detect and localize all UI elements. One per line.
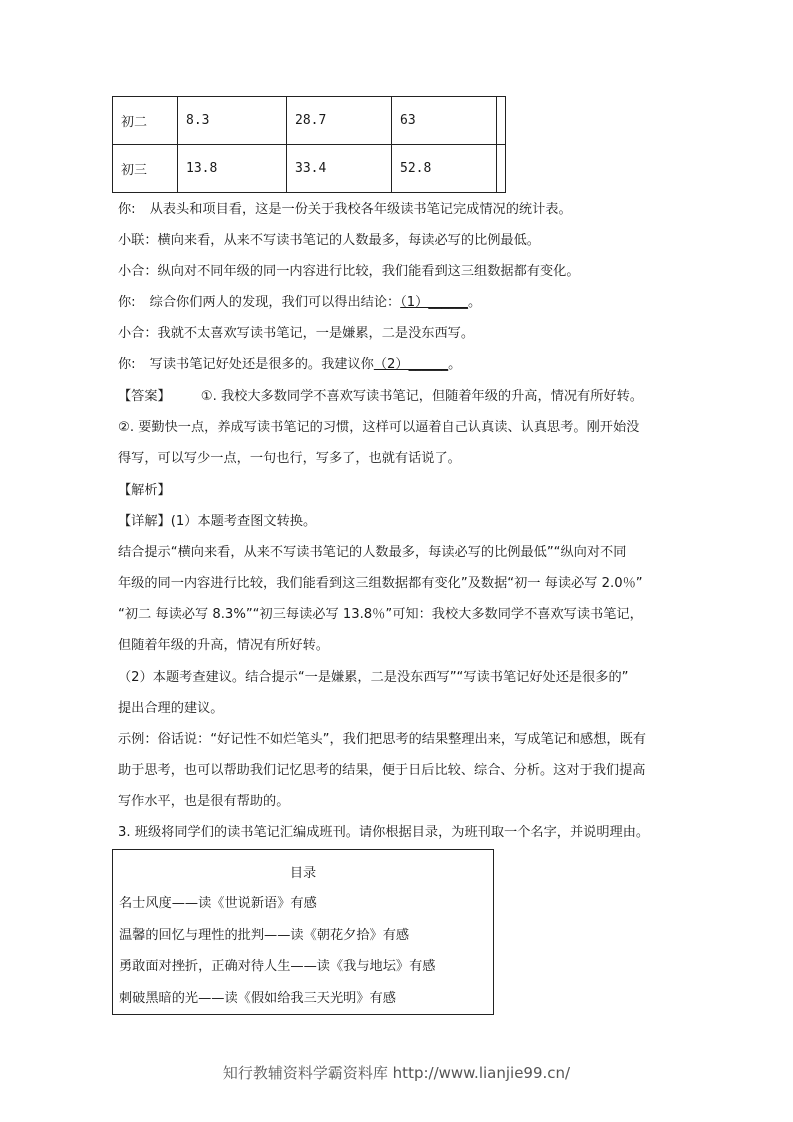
table-row (113, 145, 506, 193)
dialogue-line (118, 293, 678, 313)
speaker-label: 你: (118, 357, 136, 372)
dialogue-text: 从表头和项目看，这是一份关于我校各年级读书笔记完成情况的统计表。 (149, 202, 572, 217)
analysis-line: 写作水平，也是很有帮助的。 (118, 794, 290, 809)
speaker-label: 你: (118, 295, 136, 310)
dialogue-text: 。 (467, 295, 482, 310)
analysis-line: 但随着年级的升高，情况有所好转。 (118, 638, 329, 653)
answer-blank: （2）______ (373, 357, 449, 372)
answer-line: ②. 要勤快一点，养成写读书笔记的习惯，这样可以逼着自己认真读、认真思考。刚开始没 (118, 420, 640, 435)
dialogue-text: 综合你们两人的发现，我们可以得出结论： (149, 295, 401, 310)
dialogue-line: 小联：横向来看，从来不写读书笔记的人数最多，每读必写的比例最低。 (118, 233, 540, 248)
answer-blank: （1）______ (400, 295, 468, 310)
toc-item: 温馨的回忆与理性的批判——读《朝花夕拾》有感 (119, 928, 410, 943)
dialogue-line (118, 200, 678, 220)
dialogue-line: 小合：我就不太喜欢写读书笔记，一是嫌累，二是没东西写。 (118, 326, 475, 341)
table-cell: 33.4 (287, 145, 392, 193)
table-cell: 初三 (113, 145, 178, 193)
table-cell: 初二 (113, 97, 178, 145)
analysis-line: 年级的同一内容进行比较，我们能看到这三组数据都有变化”及数据“初一 每读必写 2.0％” (118, 576, 643, 591)
table-cell: 8.3 (178, 97, 287, 145)
table-cell: 13.8 (178, 145, 287, 193)
toc-box (112, 849, 494, 1015)
analysis-line: 助于思考，也可以帮助我们记忆思考的结果，便于日后比较、综合、分析。这对于我们提高 (118, 763, 646, 778)
toc-item: 名士风度——读《世说新语》有感 (119, 896, 317, 911)
dialogue-line (118, 355, 678, 375)
dialogue-text: 写读书笔记好处还是很多的。我建议你 (149, 357, 374, 372)
dialogue-line: 小合：纵向对不同年级的同一内容进行比较，我们能看到这三组数据都有变化。 (118, 264, 580, 279)
analysis-line: 提出合理的建议。 (118, 701, 224, 716)
analysis-line: 【详解】(1）本题考查图文转换。 (118, 514, 317, 529)
analysis-line: 结合提示“横向来看，从来不写读书笔记的人数最多，每读必写的比例最低”“纵向对不同 (118, 545, 627, 560)
table-cell: 52.8 (392, 145, 497, 193)
question-3: 3. 班级将同学们的读书笔记汇编成班刊。请你根据目录，为班刊取一个名字，并说明理由。 (118, 825, 650, 840)
reading-notes-stats-table (112, 96, 506, 193)
toc-item: 勇敢面对挫折，正确对待人生——读《我与地坛》有感 (119, 959, 436, 974)
analysis-line: 示例：俗话说：“好记性不如烂笔头”，我们把思考的结果整理出来，写成笔记和感想，既有 (118, 732, 646, 747)
answer-line: 得写，可以写少一点，一句也行，写多了，也就有话说了。 (118, 451, 461, 466)
table-cell: 63 (392, 97, 497, 145)
analysis-label: 【解析】 (118, 483, 171, 498)
table-cell (497, 97, 506, 145)
table-cell: 28.7 (287, 97, 392, 145)
table-cell (497, 145, 506, 193)
analysis-line: （2）本题考查建议。结合提示“一是嫌累，二是没东西写”“写读书笔记好处还是很多的” (118, 670, 629, 685)
answer-text: ①. 我校大多数同学不喜欢写读书笔记，但随着年级的升高，情况有所好转。 (200, 389, 643, 404)
footer-watermark: 知行教辅资料学霸资料库 http://www.lianjie99.cn/ (222, 1064, 571, 1082)
answer-label: 【答案】 (118, 389, 171, 404)
analysis-line: “初二 每读必写 8.3%”“初三每读必写 13.8％”可知：我校大多数同学不喜欢写读书笔记， (118, 607, 643, 622)
toc-item: 刺破黑暗的光——读《假如给我三天光明》有感 (119, 991, 396, 1006)
table-row (113, 97, 506, 145)
answer-line (118, 387, 678, 407)
speaker-label: 你: (118, 202, 136, 217)
dialogue-text: 。 (448, 357, 462, 372)
toc-title: 目录 (289, 866, 317, 881)
